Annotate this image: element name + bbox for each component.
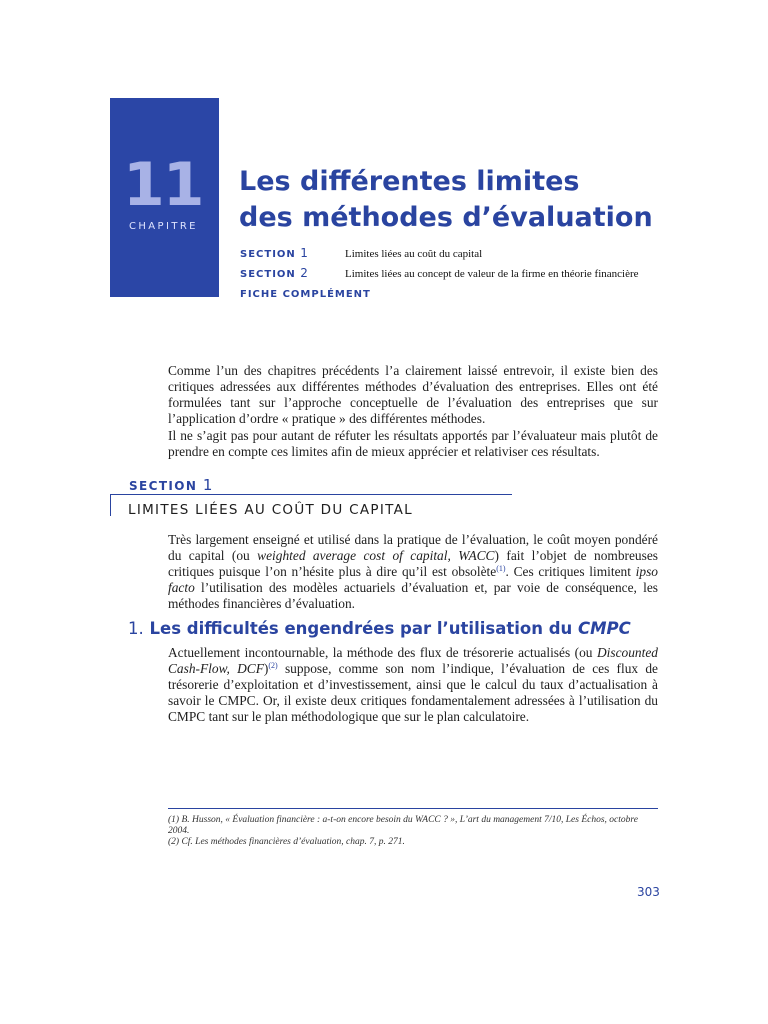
section-heading: SECTION 1 [129, 476, 213, 494]
intro-paragraph-2: Il ne s’agit pas pour autant de réfuter les résultats apportés par l’évaluateur mais plutôt de prendre en compte ces limites afin de mieux apprécier et relativiser ces résultats. [168, 428, 658, 459]
toc-key: SECTION 1 [240, 246, 308, 260]
section-subtitle: LIMITES LIÉES AU COÛT DU CAPITAL [128, 502, 413, 518]
footnote-ref-1[interactable]: (1) [496, 564, 506, 573]
footnote-ref-2[interactable]: (2) [268, 661, 278, 670]
page-number: 303 [637, 885, 660, 899]
chapter-number: 11 [123, 150, 203, 220]
chapter-label: CHAPITRE [129, 221, 198, 232]
section-1-paragraph: Très largement enseigné et utilisé dans la pratique de l’évaluation, le coût moyen pondéré du capital (ou weighted average cost of capital, WACC) fait l’objet de nombreuses critiques puisque l’on n’hésite plus à dire qu’il est obsolète$^{(1)}$. Ces critiques limitent ipso facto l’utilisation des modèles actuariels d’évaluation et, par voie de conséquence, les méthodes financières d’évaluation. [168, 532, 658, 611]
chapter-title [239, 164, 653, 236]
toc-key: FICHE COMPLÉMENT [240, 289, 371, 300]
chapter-title-line1: Les différentes limites [239, 166, 580, 197]
section-rule [110, 494, 512, 495]
footnote-1: (1) B. Husson, « Évaluation financière : a-t-on encore besoin du WACC ? », L’art du management 7/10, Les Échos, octobre 2004. [168, 815, 638, 836]
chapter-title-line2: des méthodes d’évaluation [239, 202, 653, 233]
toc-item-fiche-complement[interactable] [240, 286, 371, 301]
footnote-2: (2) Cf. Les méthodes financières d’évaluation, chap. 7, p. 271. [168, 837, 405, 847]
section-bar [110, 494, 111, 516]
toc-text: Limites liées au coût du capital [345, 248, 483, 260]
toc-text: Limites liées au concept de valeur de la firme en théorie financière [345, 268, 639, 280]
toc-item-section-1[interactable] [240, 246, 482, 261]
toc-key: SECTION 2 [240, 266, 308, 280]
subsection-1-paragraph: Actuellement incontournable, la méthode des flux de trésorerie actualisés (ou Discounted Cash-Flow, DCF)$^{(2)}$ suppose, comme son nom l’indique, l’évaluation de ces flux de trésorerie d’exploitation et d’investissement, ainsi que le calcul du taux d’actualisation à savoir le CMPC. Or, il existe deux critiques fondamentalement adressées à l’utilisation du CMPC tant sur le plan méthodologique que sur le plan calculatoire. [168, 645, 658, 724]
intro-paragraph-1: Comme l’un des chapitres précédents l’a clairement laissé entrevoir, il existe bien des critiques adressées aux différentes méthodes d’évaluation des entreprises. Elles ont été formulées tant sur l’approche conceptuelle de l’évaluation des entreprises que sur l’application d’ordre « pratique » des différentes méthodes. [168, 363, 658, 426]
footnote-rule [168, 808, 658, 809]
toc-item-section-2[interactable] [240, 266, 639, 281]
subsection-title: 1. Les difficultés engendrées par l’utilisation du CMPC [128, 619, 631, 638]
